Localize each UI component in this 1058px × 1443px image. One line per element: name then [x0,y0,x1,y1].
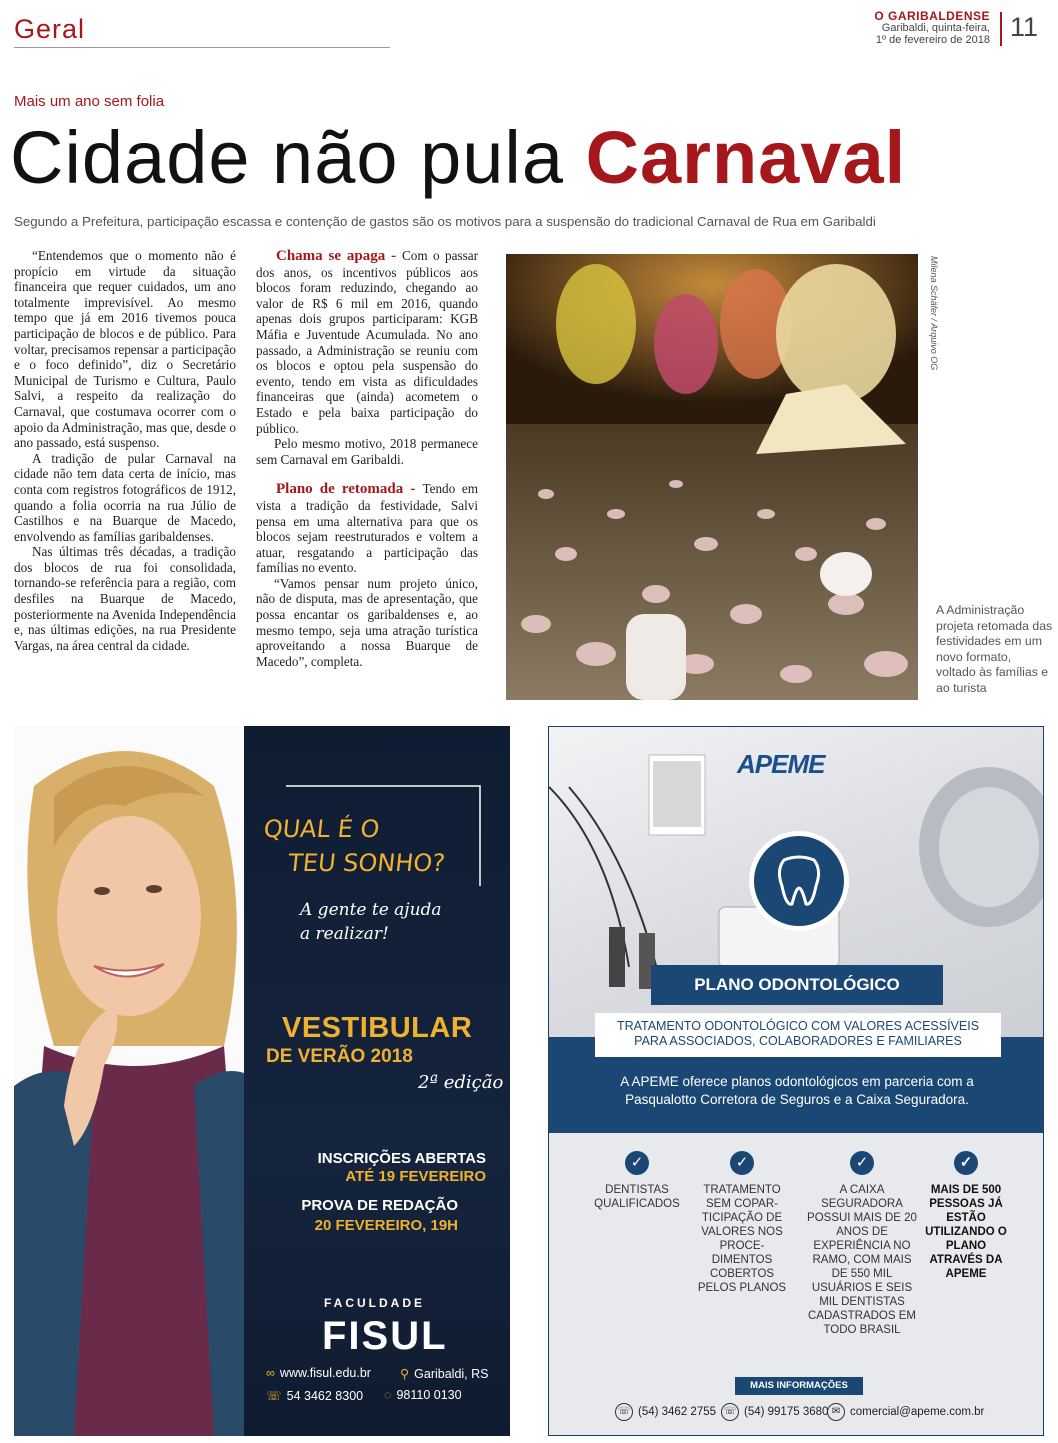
edition-label: 2ª edição [418,1072,504,1093]
website-text: www.fisul.edu.br [279,1366,371,1380]
fisul-ad[interactable] [14,726,510,1436]
email-link[interactable] [827,1403,984,1421]
section-label: Geral [14,14,86,44]
feature-item [697,1151,787,1295]
feature-item [923,1151,1009,1281]
header-rule [14,47,390,48]
fisul-logo: FISUL [322,1314,448,1358]
whatsapp-icon: ◌ [384,1388,392,1402]
question-line-2: TEU SONHO? [286,849,447,877]
feature-text: DENTISTAS QUALIFICADOS [594,1184,680,1210]
offer-line-1: A APEME oferece planos odontológicos em parceria com a [620,1074,974,1089]
article-column-1 [14,248,236,653]
paragraph: Tendo em vista a tradição da festividade, Salvi pensa em uma alternativa para que os blocos sejam reestruturados e voltem a atuar, resgatando a participação das famílias no evento. [256,481,478,576]
offer-line-2: Pasqualotto Corretora de Seguros e a Caixa Seguradora. [625,1092,969,1107]
publication-name: O GARIBALDENSE [874,9,990,23]
paragraph: “Vamos pensar num projeto único, não de disputa, mas de apresentação, que possa encantar os garibaldenses e, ao mesmo tempo, seja uma atração turística aproveitando a nossa Buarque de Macedo”, completa. [256,575,478,669]
verao-title: DE VERÃO 2018 [266,1046,413,1067]
more-info-label: MAIS INFORMAÇÕES [735,1377,863,1395]
phone-1-link[interactable] [615,1403,716,1421]
check-icon: ✓ [954,1151,978,1175]
phone-icon: ☏ [615,1403,633,1421]
vestibular-title: VESTIBULAR [282,1012,473,1044]
apeme-ad[interactable] [548,726,1044,1436]
exam-line-2: 20 FEVEREIRO, 19H [314,1217,458,1234]
dateline-2: 1º de fevereiro de 2018 [875,34,990,46]
email-icon: ✉ [827,1403,845,1421]
whatsapp-link[interactable] [384,1388,462,1402]
plan-tagline [595,1013,1001,1057]
whatsapp-text: 98110 0130 [396,1388,462,1402]
tagline-line-2: PARA ASSOCIADOS, COLABORADORES E FAMILIARES [634,1034,962,1048]
phone-text: 54 3462 8300 [286,1389,364,1403]
carnival-photo [506,254,918,700]
location-pin-icon: ⚲ [400,1367,410,1381]
website-link[interactable] [266,1366,371,1380]
exam-line-1: PROVA DE REDAÇÃO [301,1197,458,1214]
tagline-line-1: TRATAMENTO ODONTOLÓGICO COM VALORES ACESSÍVEIS [616,1019,980,1033]
feature-item [589,1151,685,1211]
headline-part1: Cidade não pula [10,116,586,199]
article-column-2 [256,248,478,669]
email-text: comercial@apeme.com.br [850,1406,985,1419]
photo-caption: A Administração projeta retomada das festividades em um novo formato, voltado às famílias e ao turista [936,603,1053,695]
paragraph: Pelo mesmo motivo, 2018 permanece sem Carnaval em Garibaldi. [256,436,478,467]
paragraph: “Entendemos que o momento não é propício em virtude da situação financeira que requer cuidados, um ano totalmente imprevisível. Ao mesmo tempo que já em 2016 tivemos pouca participação de blocos e de público. Para voltar, precisamos repensar a participação e o foco definido”, diz o Secretário Municipal de Turismo e Cultura, Paulo Salvi, a respeito da realização do Carnaval, que costumava ocorrer com o apoio da Administração, mas que, desde o ano passado, está suspenso. [14,248,236,451]
phone-2-text: (54) 99175 3680 [744,1406,829,1419]
check-icon: ✓ [730,1151,754,1175]
page-number: 11 [1000,12,1050,46]
registration-info [304,1150,486,1186]
headline-question [258,812,450,880]
apeme-logo: APEME [737,749,825,779]
publication-info [874,10,990,46]
check-icon: ✓ [850,1151,874,1175]
feature-item [807,1151,917,1337]
feature-text: TRATAMENTO SEM COPAR-TICIPAÇÃO DE VALORES NOS PROCE-DIMENTOS COBERTOS PELOS PLANOS [697,1184,787,1294]
dateline-1: Garibaldi, quinta-feira, [881,22,990,34]
question-line-1: QUAL É O [262,815,381,843]
help-line-1: A gente te ajuda [300,900,442,920]
faculdade-label: FACULDADE [324,1296,425,1310]
phone-link[interactable] [266,1388,363,1403]
paragraph: Nas últimas três décadas, a tradição dos blocos de rua foi consolidada, tornando-se referência para a região, com desfiles na Buarque de Macedo, posteriormente na Avenida Independência e, nas últimas edições, na rua Presidente Vargas, na área central da cidade. [14,544,236,653]
subhead-plano: Plano de retomada - [276,481,423,498]
phone-1-text: (54) 3462 2755 [638,1406,717,1419]
headline-part2: Carnaval [585,116,907,199]
city-text: Garibaldi, RS [414,1367,489,1381]
exam-info [264,1196,458,1236]
help-line-2: a realizar! [300,924,389,944]
phone-icon: ☏ [266,1389,282,1403]
paragraph: Com o passar dos anos, os incentivos públicos aos blocos foram reduzindo, chegando ao valor de R$ 6 mil em 2016, quando apenas dois grupos participaram: KGB Máfia e Juventude Acumulada. No ano passado, a Administração se reuniu com os blocos e optou pela suspensão do evento, tendo em vista as dificuldades financeiras que (ainda) acometem o Estado e pela baixa participação do público. [256,248,478,436]
phone-2-link[interactable] [721,1403,828,1421]
check-icon: ✓ [625,1151,649,1175]
registration-line-1: INSCRIÇÕES ABERTAS [317,1150,486,1167]
tooth-icon [749,831,849,931]
help-text [300,898,442,946]
kicker: Mais um ano sem folia [14,93,165,110]
subhead-chama: Chama se apaga - [276,248,402,264]
whatsapp-icon: ☏ [721,1403,739,1421]
student-portrait [14,726,264,1436]
paragraph: A tradição de pular Carnaval na cidade não tem data certa de início, mas conta com registros fotográficos de 1912, quando a folia ocorria na rua Júlio de Castilhos e na Buarque de Macedo, envolvendo as famílias garibaldenses. [14,450,236,544]
city-label [400,1366,489,1381]
headline [10,115,906,201]
plan-title: PLANO ODONTOLÓGICO [651,965,943,1005]
feature-text: A CAIXA SEGURADORA POSSUI MAIS DE 20 ANOS DE EXPERIÊNCIA NO RAMO, COM MAIS DE 550 MIL USUÁRIOS E SEIS MIL DENTISTAS CADASTRADOS EM TODO BRASIL [807,1184,917,1336]
feature-text: MAIS DE 500 PESSOAS JÁ ESTÃO UTILIZANDO O PLANO ATRAVÉS DA APEME [925,1184,1007,1280]
dek: Segundo a Prefeitura, participação escassa e contenção de gastos são os motivos para a suspensão do tradicional Carnaval de Rua em Garibaldi [14,214,876,229]
registration-line-2: ATÉ 19 FEVEREIRO [345,1168,486,1185]
link-icon: ∞ [266,1366,275,1380]
photo-credit: Milena Schäfer / Arquivo OG [929,256,939,371]
